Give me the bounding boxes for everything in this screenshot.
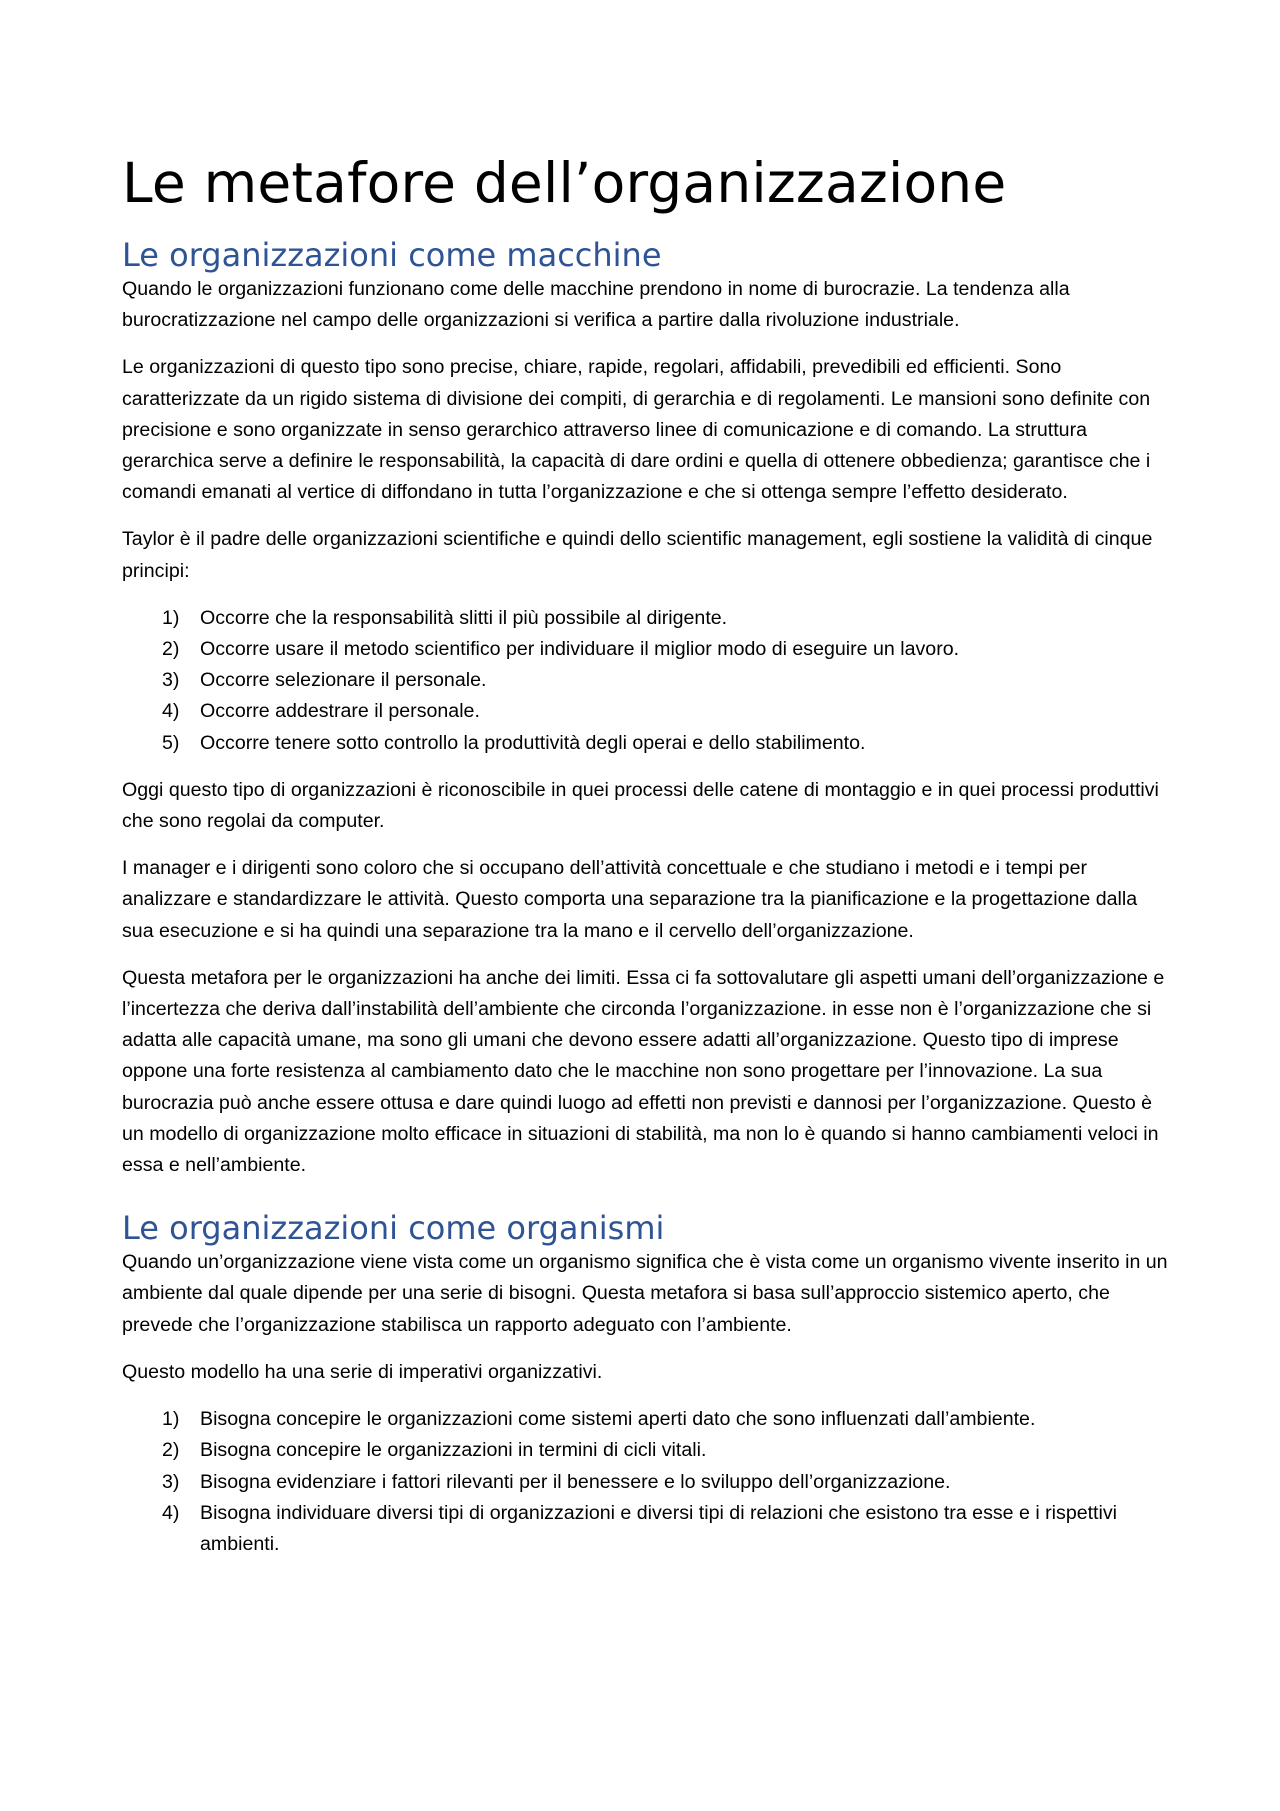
document-title: Le metafore dell’organizzazione <box>122 151 1007 215</box>
list-number: 4) <box>162 700 180 723</box>
list-item <box>122 1404 1168 1435</box>
document-page <box>122 150 1168 1576</box>
numbered-list <box>122 603 1168 759</box>
paragraph: Quando le organizzazioni funzionano come delle macchine prendono in nome di burocrazie. La tendenza alla burocratizzazione nel campo delle organizzazioni si verifica a partire dalla rivoluzione industriale. <box>122 278 1070 332</box>
section-heading: Le organizzazioni come organismi <box>122 1209 665 1248</box>
list-item <box>122 1435 1168 1466</box>
paragraph: Questa metafora per le organizzazioni ha anche dei limiti. Essa ci fa sottovalutare gli aspetti umani dell’organizzazione e l’incertezza che deriva dall’instabilità dell’ambiente che circonda l’organizzazione. in esse non è l’organizzazione che si adatta alle capacità umane, ma sono gli umani che devono essere adatti all’organizzazione. Questo tipo di imprese oppone una forte resistenza al cambiamento dato che le macchine non sono progettare per l’innovazione. La sua burocrazia può anche essere ottusa e dare quindi luogo ad effetti non previsti e dannosi per l’organizzazione. Questo è un modello di organizzazione molto efficace in situazioni di stabilità, ma non lo è quando si hanno cambiamenti veloci in essa e nell’ambiente. <box>122 966 1165 1177</box>
paragraph: Quando un’organizzazione viene vista come un organismo significa che è vista come un organismo vivente inserito in un ambiente dal quale dipende per una serie di bisogni. Questa metafora si basa sull’approccio sistemico aperto, che prevede che l’organizzazione stabilisca un rapporto adeguato con l’ambiente. <box>122 1251 1168 1336</box>
list-number: 1) <box>162 1408 180 1431</box>
paragraph: I manager e i dirigenti sono coloro che si occupano dell’attività concettuale e che studiano i metodi e i tempi per analizzare e standardizzare le attività. Questo comporta una separazione tra la pianificazione e la progettazione dalla sua esecuzione e si ha quindi una separazione tra la mano e il cervello dell’organizzazione. <box>122 857 1138 942</box>
list-number: 3) <box>162 1470 180 1493</box>
section-heading: Le organizzazioni come macchine <box>122 236 662 274</box>
paragraph: Le organizzazioni di questo tipo sono precise, chiare, rapide, regolari, affidabili, prevedibili ed efficienti. Sono caratterizzate da un rigido sistema di divisione dei compiti, di gerarchia e di regolamenti. Le mansioni sono definite con precisione e sono organizzate in senso gerarchico attraverso linee di comunicazione e di comando. La struttura gerarchica serve a definire le responsabilità, la capacità di dare ordini e quella di ottenere obbedienza; garantisce che i comandi emanati al vertice di diffondano in tutta l’organizzazione e che si ottenga sempre l’effetto desiderato. <box>122 356 1151 504</box>
paragraph: Taylor è il padre delle organizzazioni scientifiche e quindi dello scientific management, egli sostiene la validità di cinque principi: <box>122 528 1153 582</box>
list-item <box>122 665 1168 696</box>
list-item-text: Bisogna concepire le organizzazioni come sistemi aperti dato che sono influenzati dall’ambiente. <box>200 1408 1036 1431</box>
list-item <box>122 603 1168 634</box>
list-number: 2) <box>162 1439 180 1462</box>
list-item <box>122 1498 1168 1560</box>
paragraph: Questo modello ha una serie di imperativi organizzativi. <box>122 1360 603 1383</box>
numbered-list <box>122 1404 1168 1560</box>
list-number: 3) <box>162 669 180 692</box>
paragraph: Oggi questo tipo di organizzazioni è riconoscibile in quei processi delle catene di montaggio e in quei processi produttivi che sono regolai da computer. <box>122 778 1159 833</box>
list-item <box>122 634 1168 665</box>
list-number: 5) <box>162 731 180 754</box>
section-organisms <box>122 1209 1168 1560</box>
list-item <box>122 1467 1168 1498</box>
list-item-text: Occorre usare il metodo scientifico per individuare il miglior modo di eseguire un lavoro. <box>200 638 960 661</box>
list-item-text: Occorre addestrare il personale. <box>200 700 480 723</box>
list-number: 1) <box>162 606 180 629</box>
list-item-text: Occorre che la responsabilità slitti il più possibile al dirigente. <box>200 606 728 629</box>
list-item-text: Occorre selezionare il personale. <box>200 669 487 692</box>
list-number: 2) <box>162 638 180 661</box>
list-item-text: Bisogna concepire le organizzazioni in termini di cicli vitali. <box>200 1439 707 1462</box>
list-item <box>122 696 1168 727</box>
list-number: 4) <box>162 1501 180 1524</box>
list-item-text: Occorre tenere sotto controllo la produttività degli operai e dello stabilimento. <box>200 731 866 754</box>
list-item-text: Bisogna individuare diversi tipi di organizzazioni e diversi tipi di relazioni che esistono tra esse e i rispettivi ambienti. <box>200 1501 1118 1555</box>
section-machines <box>122 236 1168 1181</box>
list-item <box>122 728 1168 759</box>
list-item-text: Bisogna evidenziare i fattori rilevanti per il benessere e lo sviluppo dell’organizzazione. <box>200 1470 951 1493</box>
